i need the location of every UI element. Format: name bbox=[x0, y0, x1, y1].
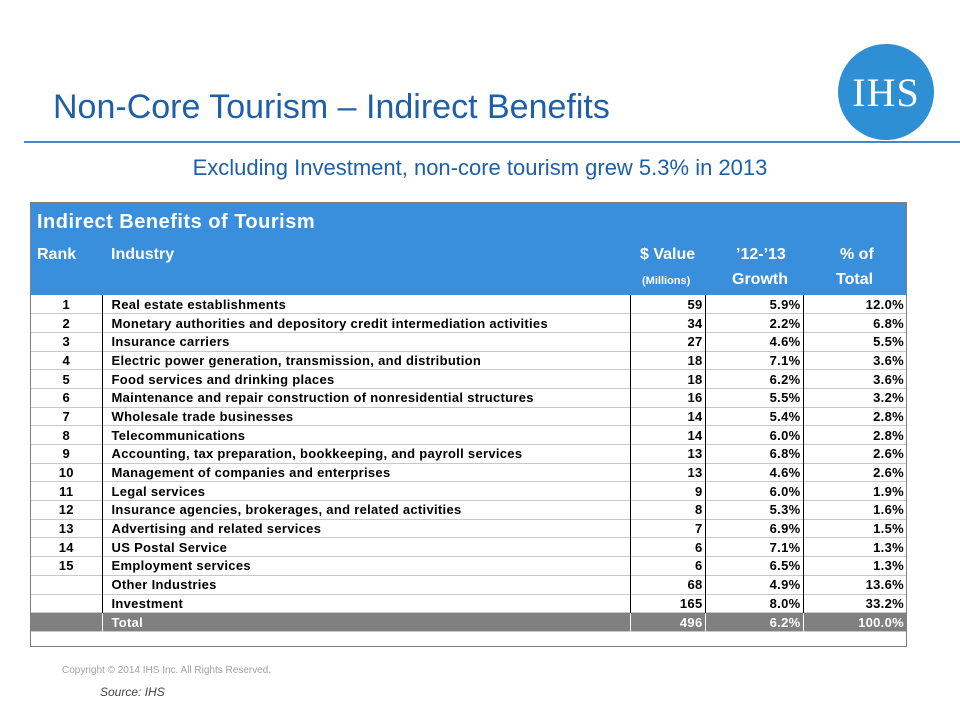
ihs-logo: IHS bbox=[838, 44, 934, 140]
table-row bbox=[31, 332, 906, 351]
cell-value: 18 bbox=[630, 370, 705, 389]
table-row bbox=[31, 407, 906, 426]
cell-growth: 4.6% bbox=[705, 332, 803, 351]
cell-value: 496 bbox=[630, 613, 705, 632]
cell-rank bbox=[31, 594, 102, 613]
cell-share: 2.8% bbox=[803, 426, 906, 445]
cell-rank: 13 bbox=[58, 521, 74, 537]
cell-growth: 6.5% bbox=[705, 557, 803, 576]
cell-rank: 4 bbox=[62, 352, 71, 368]
cell-industry: Food services and drinking places bbox=[102, 370, 630, 389]
title-divider bbox=[24, 141, 960, 143]
cell-value: 34 bbox=[630, 314, 705, 333]
cell-rank: 9 bbox=[62, 446, 71, 462]
cell-industry: Monetary authorities and depository credit intermediation activities bbox=[102, 314, 630, 333]
cell-value: 6 bbox=[630, 538, 705, 557]
cell-growth: 7.1% bbox=[705, 538, 803, 557]
col-rank-header: Rank bbox=[37, 246, 77, 263]
cell-rank: 1 bbox=[62, 296, 71, 312]
cell-growth: 4.9% bbox=[705, 575, 803, 594]
cell-industry: Other Industries bbox=[102, 575, 630, 594]
col-growth-header-top: ’12-’13 bbox=[736, 246, 786, 263]
cell-growth: 6.0% bbox=[705, 426, 803, 445]
cell-rank bbox=[31, 613, 102, 632]
cell-rank: 5 bbox=[62, 371, 71, 387]
cell-growth: 2.2% bbox=[705, 314, 803, 333]
cell-rank: 10 bbox=[58, 465, 74, 481]
cell-rank: 8 bbox=[62, 427, 71, 443]
cell-value: 14 bbox=[630, 407, 705, 426]
cell-rank: 12 bbox=[58, 502, 74, 518]
cell-growth: 5.3% bbox=[705, 501, 803, 520]
source-note: Source: IHS bbox=[100, 685, 165, 699]
table-row bbox=[31, 463, 906, 482]
copyright: Copyright © 2014 IHS Inc. All Rights Reserved. bbox=[62, 665, 272, 676]
cell-industry: Advertising and related services bbox=[102, 519, 630, 538]
cell-growth: 6.9% bbox=[705, 519, 803, 538]
cell-value: 27 bbox=[630, 332, 705, 351]
cell-value: 13 bbox=[630, 445, 705, 464]
cell-share: 2.8% bbox=[803, 407, 906, 426]
data-table bbox=[31, 295, 906, 632]
cell-value: 8 bbox=[630, 501, 705, 520]
cell-share: 1.3% bbox=[803, 557, 906, 576]
cell-share: 13.6% bbox=[803, 575, 906, 594]
subtitle: Excluding Investment, non-core tourism grew 5.3% in 2013 bbox=[192, 155, 768, 180]
cell-growth: 6.8% bbox=[705, 445, 803, 464]
cell-rank: 3 bbox=[62, 334, 71, 350]
cell-value: 13 bbox=[630, 463, 705, 482]
cell-industry: Maintenance and repair construction of nonresidential structures bbox=[102, 388, 630, 407]
cell-value: 59 bbox=[630, 295, 705, 314]
table-row bbox=[31, 314, 906, 333]
cell-rank: 7 bbox=[62, 408, 71, 424]
table-row bbox=[31, 351, 906, 370]
cell-share: 12.0% bbox=[803, 295, 906, 314]
cell-rank: 6 bbox=[62, 390, 71, 406]
cell-share: 6.8% bbox=[803, 314, 906, 333]
cell-growth: 6.2% bbox=[705, 613, 803, 632]
table-row bbox=[31, 519, 906, 538]
cell-industry: Electric power generation, transmission, and distribution bbox=[102, 351, 630, 370]
table-row bbox=[31, 445, 906, 464]
cell-share: 1.6% bbox=[803, 501, 906, 520]
table-row bbox=[31, 370, 906, 389]
table-row bbox=[31, 557, 906, 576]
col-value-unit: (Millions) bbox=[642, 275, 691, 287]
cell-industry: Employment services bbox=[102, 557, 630, 576]
col-share-header-bottom: Total bbox=[836, 271, 874, 288]
table-title: Indirect Benefits of Tourism bbox=[37, 211, 316, 233]
cell-rank: 14 bbox=[58, 539, 74, 555]
cell-growth: 5.9% bbox=[705, 295, 803, 314]
cell-value: 18 bbox=[630, 351, 705, 370]
cell-value: 14 bbox=[630, 426, 705, 445]
cell-value: 16 bbox=[630, 388, 705, 407]
cell-growth: 4.6% bbox=[705, 463, 803, 482]
cell-share: 5.5% bbox=[803, 332, 906, 351]
cell-share: 1.9% bbox=[803, 482, 906, 501]
cell-industry: Investment bbox=[102, 594, 630, 613]
cell-share: 100.0% bbox=[803, 613, 906, 632]
cell-share: 2.6% bbox=[803, 463, 906, 482]
cell-growth: 5.5% bbox=[705, 388, 803, 407]
table-row bbox=[31, 295, 906, 314]
cell-industry: Accounting, tax preparation, bookkeeping, and payroll services bbox=[102, 445, 630, 464]
cell-growth: 5.4% bbox=[705, 407, 803, 426]
cell-value: 9 bbox=[630, 482, 705, 501]
cell-industry: Insurance carriers bbox=[102, 332, 630, 351]
table-row bbox=[31, 388, 906, 407]
page-title: Non-Core Tourism – Indirect Benefits bbox=[53, 88, 610, 126]
table-total-row bbox=[31, 613, 906, 632]
cell-share: 3.6% bbox=[803, 370, 906, 389]
table-row bbox=[31, 538, 906, 557]
cell-industry: Wholesale trade businesses bbox=[102, 407, 630, 426]
cell-rank: 11 bbox=[59, 483, 74, 499]
table-row bbox=[31, 426, 906, 445]
cell-growth: 6.2% bbox=[705, 370, 803, 389]
cell-share: 3.2% bbox=[803, 388, 906, 407]
cell-rank: 2 bbox=[62, 315, 71, 331]
table-row bbox=[31, 575, 906, 594]
col-growth-header-bottom: Growth bbox=[732, 271, 788, 288]
cell-share: 3.6% bbox=[803, 351, 906, 370]
col-value-header: $ Value bbox=[640, 246, 696, 263]
cell-growth: 7.1% bbox=[705, 351, 803, 370]
cell-industry: Management of companies and enterprises bbox=[102, 463, 630, 482]
cell-industry: Legal services bbox=[102, 482, 630, 501]
cell-growth: 6.0% bbox=[705, 482, 803, 501]
cell-industry: Real estate establishments bbox=[102, 295, 630, 314]
table-row bbox=[31, 501, 906, 520]
cell-industry: Total bbox=[102, 613, 630, 632]
col-share-header-top: % of bbox=[840, 246, 874, 263]
table-row bbox=[31, 482, 906, 501]
cell-value: 6 bbox=[630, 557, 705, 576]
cell-rank: 15 bbox=[58, 558, 74, 574]
table-row bbox=[31, 594, 906, 613]
cell-share: 1.3% bbox=[803, 538, 906, 557]
indirect-benefits-table bbox=[30, 202, 907, 647]
cell-value: 165 bbox=[630, 594, 705, 613]
cell-industry: US Postal Service bbox=[102, 538, 630, 557]
cell-industry: Insurance agencies, brokerages, and related activities bbox=[102, 501, 630, 520]
cell-industry: Telecommunications bbox=[102, 426, 630, 445]
cell-rank bbox=[31, 575, 102, 594]
cell-growth: 8.0% bbox=[705, 594, 803, 613]
cell-share: 1.5% bbox=[803, 519, 906, 538]
cell-share: 33.2% bbox=[803, 594, 906, 613]
cell-share: 2.6% bbox=[803, 445, 906, 464]
table-header bbox=[31, 203, 906, 295]
col-industry-header: Industry bbox=[111, 246, 175, 263]
cell-value: 68 bbox=[630, 575, 705, 594]
cell-value: 7 bbox=[630, 519, 705, 538]
